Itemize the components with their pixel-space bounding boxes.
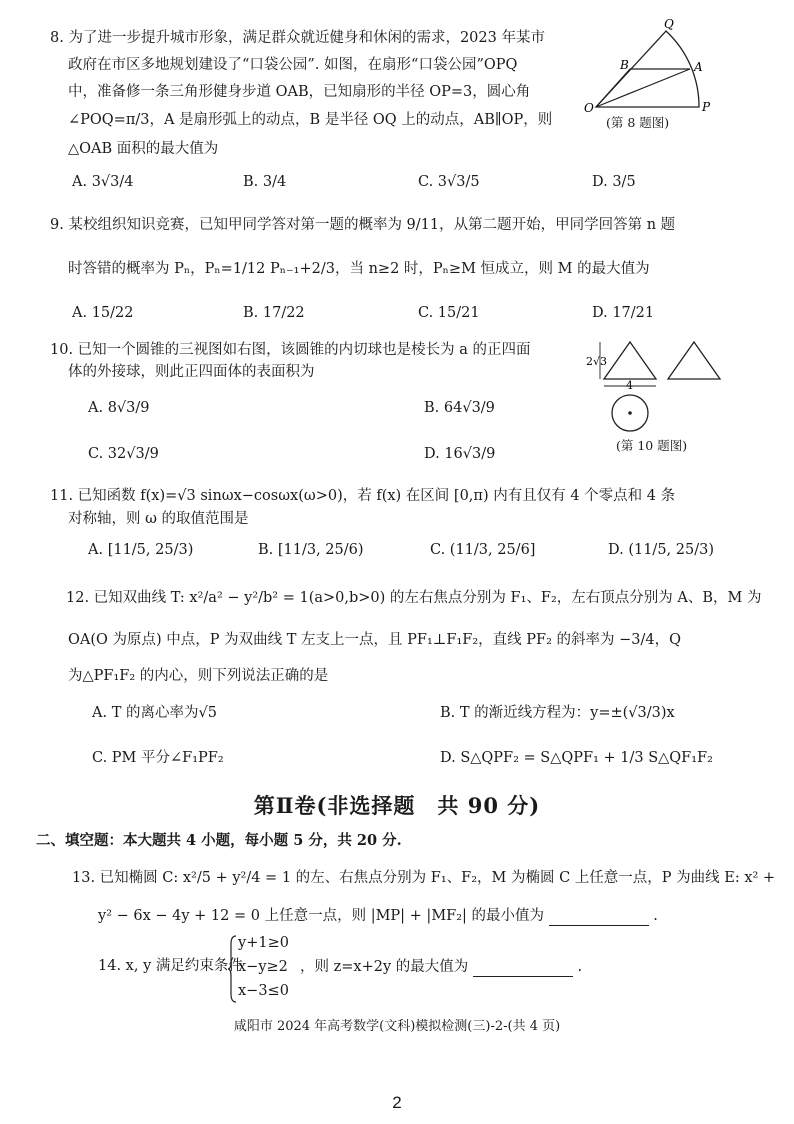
q10-line1: 10. 已知一个圆锥的三视图如右图，该圆锥的内切球也是棱长为 a 的正四面 bbox=[50, 342, 531, 358]
q10-option-b: B. 64√3/9 bbox=[424, 400, 495, 416]
q8-line5: △OAB 面积的最大值为 bbox=[68, 141, 219, 157]
q8-option-b: B. 3/4 bbox=[243, 174, 287, 190]
q10-figure-caption: (第 10 题图) bbox=[616, 438, 688, 453]
q14-prefix: 14. x, y 满足约束条件 bbox=[98, 958, 243, 974]
label-o: O bbox=[584, 101, 594, 115]
segment-oa bbox=[596, 69, 690, 107]
q8-option-c: C. 3√3/5 bbox=[418, 174, 480, 190]
q9-option-b: B. 17/22 bbox=[243, 305, 305, 321]
q12-line1: 12. 已知双曲线 T: x²/a² − y²/b² = 1(a>0,b>0) 的左右焦点分别为 F₁、F₂，左右顶点分别为 A、B，M 为 bbox=[66, 590, 762, 606]
q8-option-d: D. 3/5 bbox=[592, 174, 636, 190]
q12-option-a: A. T 的离心率为√5 bbox=[92, 705, 217, 721]
height-label: 2√3 bbox=[586, 355, 608, 368]
label-b: B bbox=[620, 58, 629, 72]
q8-line1: 8. 为了进一步提升城市形象，满足群众就近健身和休闲的需求，2023 年某市 bbox=[50, 30, 545, 46]
q12-option-d: D. S△QPF₂ = S△QPF₁ + 1/3 S△QF₁F₂ bbox=[440, 750, 713, 766]
q8-sector-figure bbox=[584, 17, 711, 115]
q10-option-c: C. 32√3/9 bbox=[88, 446, 159, 462]
q10-line2: 体的外接球，则此正四面体的表面积为 bbox=[68, 364, 315, 380]
part2-header: 二、填空题：本大题共 4 小题，每小题 5 分，共 20 分. bbox=[36, 832, 402, 849]
q13-line2-end: . bbox=[653, 908, 658, 924]
q14-constraint-3 bbox=[238, 981, 289, 1001]
q13-line2-text: y² − 6x − 4y + 12 = 0 上任意一点，则 |MP| + |MF₂| 的最小值为 bbox=[98, 908, 545, 924]
q14-constraint-2: x−y≥2 bbox=[238, 959, 288, 975]
q11-option-c: C. (11/3, 25/6] bbox=[430, 542, 536, 558]
q12-option-b: B. T 的渐近线方程为：y=±(√3/3)x bbox=[440, 705, 675, 721]
footer-text: 咸阳市 2024 年高考数学(文科)模拟检测(三)-2-(共 4 页) bbox=[233, 1019, 561, 1034]
top-view-center bbox=[628, 411, 632, 415]
q11-option-a: A. [11/5, 25/3) bbox=[88, 542, 194, 558]
q8-line3: 中，准备修一条三角形健身步道 OAB，已知扇形的半径 OP=3，圆心角 bbox=[68, 84, 531, 100]
section-title: 第Ⅱ卷(非选择题 共 90 分) bbox=[253, 793, 541, 818]
q14-suffix bbox=[300, 957, 582, 977]
label-a: A bbox=[694, 60, 703, 74]
q12-option-c: C. PM 平分∠F₁PF₂ bbox=[92, 750, 224, 766]
front-view-triangle bbox=[604, 342, 656, 379]
label-p: P bbox=[702, 100, 711, 114]
q10-option-a: A. 8√3/9 bbox=[88, 400, 150, 416]
q14-suffix-text: ，则 z=x+2y 的最大值为 bbox=[300, 959, 469, 975]
q11-line1: 11. 已知函数 f(x)=√3 sinωx−cosωx(ω>0)，若 f(x) 在区间 [0,π) 内有且仅有 4 个零点和 4 条 bbox=[50, 488, 676, 504]
q14-brace bbox=[228, 934, 238, 1004]
q8-option-a: A. 3√3/4 bbox=[72, 174, 134, 190]
q10-option-d: D. 16√3/9 bbox=[424, 446, 496, 462]
segment-ob bbox=[596, 69, 630, 107]
q13-line2 bbox=[98, 906, 658, 926]
q11-option-b: B. [11/3, 25/6) bbox=[258, 542, 364, 558]
width-label: 4 bbox=[626, 379, 633, 392]
q9-option-d: D. 17/21 bbox=[592, 305, 655, 321]
q8-line4: ∠POQ=π/3，A 是扇形弧上的动点，B 是半径 OQ 上的动点，AB∥OP，则 bbox=[68, 112, 553, 128]
q11-option-d: D. (11/5, 25/3) bbox=[608, 542, 714, 558]
side-view-triangle bbox=[668, 342, 720, 379]
q9-line2: 时答错的概率为 Pₙ，Pₙ=1/12 Pₙ₋₁+2/3，当 n≥2 时，Pₙ≥M 恒成立，则 M 的最大值为 bbox=[68, 261, 650, 277]
q9-option-a: A. 15/22 bbox=[72, 305, 134, 321]
q12-line2: OA(O 为原点) 中点，P 为双曲线 T 左支上一点，且 PF₁⊥F₁F₂，直线 PF₂ 的斜率为 −3/4，Q bbox=[68, 632, 681, 648]
page-number: 2 bbox=[392, 1093, 402, 1112]
q14-end: . bbox=[577, 959, 583, 975]
q12-line3: 为△PF₁F₂ 的内心，则下列说法正确的是 bbox=[68, 668, 329, 684]
q8-line2: 政府在市区多地规划建设了“口袋公园”. 如图，在扇形“口袋公园”OPQ bbox=[68, 57, 518, 73]
label-q: Q bbox=[664, 17, 674, 31]
q13-answer-blank[interactable] bbox=[549, 911, 649, 926]
q9-line1: 9. 某校组织知识竞赛，已知甲同学答对第一题的概率为 9/11，从第二题开始，甲同学回答第 n 题 bbox=[50, 217, 676, 233]
q14-constraint-1: y+1≥0 bbox=[238, 935, 289, 951]
q11-line2: 对称轴，则 ω 的取值范围是 bbox=[68, 511, 249, 527]
q14-constraint-3-text: x−3≤0 bbox=[238, 983, 289, 999]
q8-figure-caption: (第 8 题图) bbox=[606, 115, 670, 130]
q14-answer-blank[interactable] bbox=[473, 962, 573, 977]
q9-option-c: C. 15/21 bbox=[418, 305, 480, 321]
q13-line1: 13. 已知椭圆 C: x²/5 + y²/4 = 1 的左、右焦点分别为 F₁、F₂，M 为椭圆 C 上任意一点，P 为曲线 E: x² + bbox=[72, 870, 776, 886]
